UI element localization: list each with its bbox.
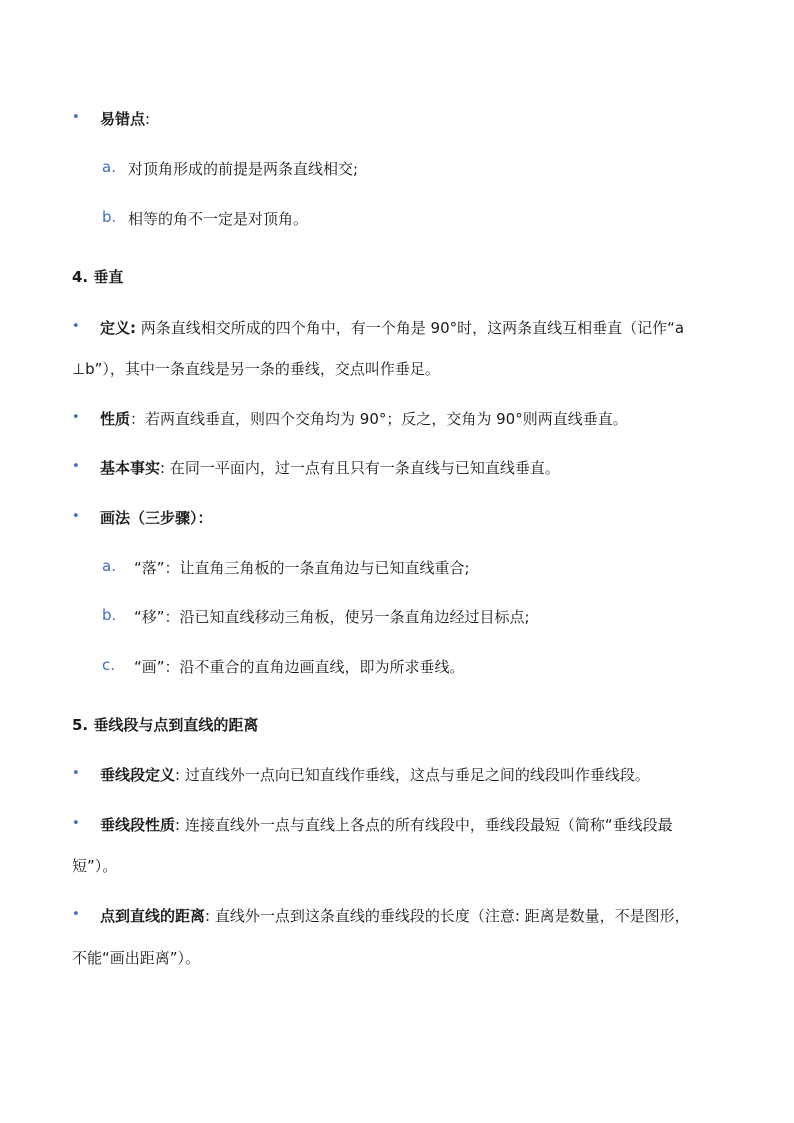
section-heading: 4. 垂直 xyxy=(72,268,124,286)
definition-line-1 xyxy=(100,317,684,338)
bullet-icon: • xyxy=(72,816,80,831)
segment-definition-line xyxy=(100,764,650,785)
segment-property-line-2: 短”）。 xyxy=(72,857,118,875)
distance-line-1 xyxy=(100,905,690,926)
property-text: ：若两直线垂直，则四个交角均为 90°；反之，交角为 90°则两直线垂直。 xyxy=(130,410,628,428)
errors-label-line xyxy=(100,108,150,129)
bullet-icon: • xyxy=(72,509,80,524)
segment-property-term: 垂线段性质 xyxy=(100,816,176,834)
distance-line-2: 不能“画出距离”）。 xyxy=(72,949,201,967)
list-marker: c. xyxy=(102,656,116,674)
list-item: 相等的角不一定是对顶角。 xyxy=(128,210,309,228)
bullet-icon: • xyxy=(72,766,80,781)
drawing-colon: ： xyxy=(197,509,213,527)
list-item: “移”：沿已知直线移动三角板，使另一条直角边经过目标点; xyxy=(134,608,530,626)
basic-fact-text: : 在同一平面内，过一点有且只有一条直线与已知直线垂直。 xyxy=(160,459,560,477)
segment-definition-term: 垂线段定义 xyxy=(100,766,176,784)
property-line xyxy=(100,408,628,429)
segment-property-text: : 连接直线外一点与直线上各点的所有线段中，垂线段最短（简称“垂线段最 xyxy=(175,816,673,834)
list-marker: b. xyxy=(102,606,117,624)
bullet-icon: • xyxy=(72,319,80,334)
distance-text: : 直线外一点到这条直线的垂线段的长度（注意: 距离是数量，不是图形， xyxy=(205,907,690,925)
drawing-line xyxy=(100,507,213,528)
definition-text: 两条直线相交所成的四个角中，有一个角是 90°时，这两条直线互相垂直（记作“a xyxy=(136,319,685,337)
property-term: 性质 xyxy=(100,410,131,428)
distance-term: 点到直线的距离 xyxy=(100,907,206,925)
bullet-icon: • xyxy=(72,110,80,125)
basic-fact-term: 基本事实 xyxy=(100,459,161,477)
bullet-icon: • xyxy=(72,459,80,474)
bullet-icon: • xyxy=(72,907,80,922)
list-item: 对顶角形成的前提是两条直线相交; xyxy=(128,160,359,178)
errors-label: 易错点 xyxy=(100,110,146,128)
list-item: “画”：沿不重合的直角边画直线，即为所求垂线。 xyxy=(134,658,465,676)
drawing-term: 画法（三步骤） xyxy=(100,509,198,527)
bullet-icon: • xyxy=(72,410,80,425)
list-marker: a. xyxy=(102,557,116,575)
basic-fact-line xyxy=(100,457,560,478)
segment-property-line-1 xyxy=(100,814,673,835)
definition-term: 定义: xyxy=(100,319,136,337)
definition-line-2: ⊥b”），其中一条直线是另一条的垂线，交点叫作垂足。 xyxy=(72,360,440,378)
segment-definition-text: : 过直线外一点向已知直线作垂线，这点与垂足之间的线段叫作垂线段。 xyxy=(175,766,650,784)
section-heading: 5. 垂线段与点到直线的距离 xyxy=(72,716,259,734)
list-marker: b. xyxy=(102,208,117,226)
errors-label-suffix: : xyxy=(145,110,151,128)
list-marker: a. xyxy=(102,158,116,176)
list-item: “落”：让直角三角板的一条直角边与已知直线重合; xyxy=(134,559,470,577)
